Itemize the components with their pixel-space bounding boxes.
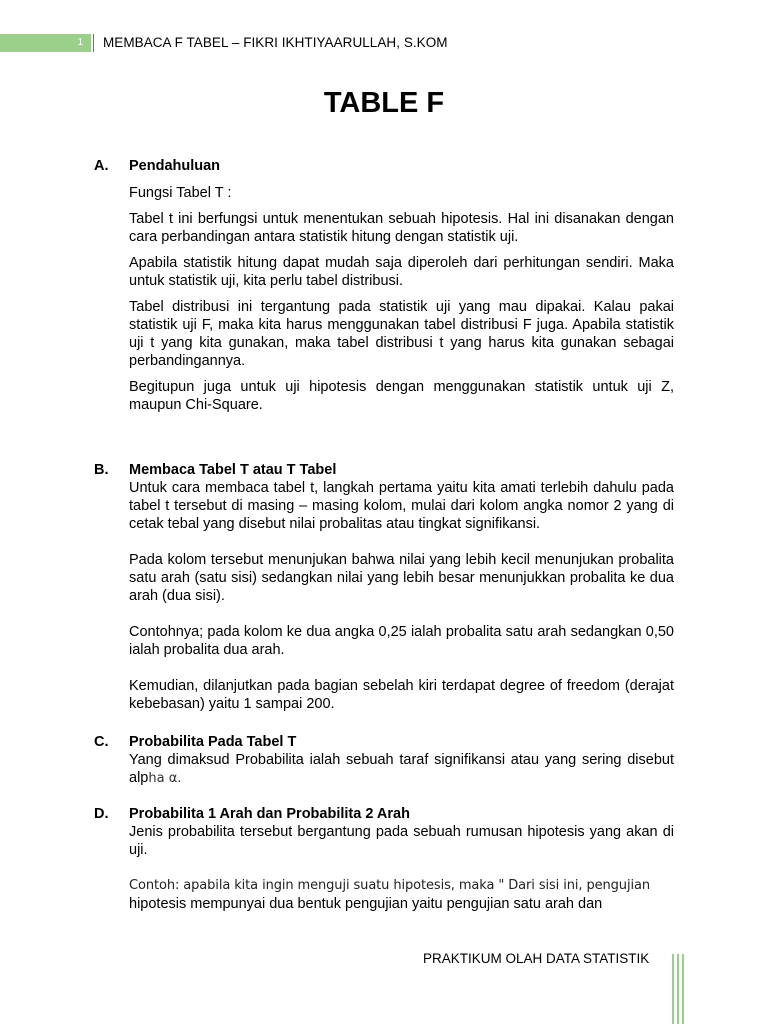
section-c-paragraph bbox=[129, 751, 674, 788]
section-d-heading: Probabilita 1 Arah dan Probabilita 2 Arah bbox=[129, 806, 410, 822]
page-number: 1 bbox=[77, 37, 83, 48]
section-d-letter: D. bbox=[94, 806, 109, 822]
section-b-paragraph: Kemudian, dilanjutkan pada bagian sebelah kiri terdapat degree of freedom (derajat kebebasan) yaitu 1 sampai 200. bbox=[129, 678, 674, 712]
section-a-letter: A. bbox=[94, 158, 109, 174]
section-a-paragraph: Apabila statistik hitung dapat mudah saja diperoleh dari perhitungan sendiri. Maka untuk statistik uji, kita perlu tabel distribusi. bbox=[129, 255, 674, 289]
section-b-letter: B. bbox=[94, 462, 109, 478]
section-a-paragraph: Tabel t ini berfungsi untuk menentukan sebuah hipotesis. Hal ini disanakan dengan cara perbandingan antara statistik hitung dengan statistik uji. bbox=[129, 211, 674, 245]
section-b-heading: Membaca Tabel T atau T Tabel bbox=[129, 462, 337, 478]
section-b-paragraph: Pada kolom tersebut menunjukan bahwa nilai yang lebih kecil menunjukan probalita satu arah (satu sisi) sedangkan nilai yang lebih besar menunjukkan probalita ke dua arah (dua sisi). bbox=[129, 552, 674, 604]
section-b-paragraph: Contohnya; pada kolom ke dua angka 0,25 ialah probalita satu arah sedangkan 0,50 ialah probalita dua arah. bbox=[129, 624, 674, 658]
section-d-paragraph: Jenis probabilita tersebut bergantung pada sebuah rumusan hipotesis yang akan di uji. bbox=[129, 824, 674, 858]
section-c-heading: Probabilita Pada Tabel T bbox=[129, 734, 297, 750]
section-d-body bbox=[129, 805, 674, 913]
header-divider bbox=[93, 34, 94, 52]
section-c-body bbox=[129, 733, 674, 788]
section-d-example-line: Contoh: apabila kita ingin menguji suatu hipotesis, maka " Dari sisi ini, pengujian bbox=[129, 878, 650, 893]
section-a-body bbox=[129, 157, 674, 414]
section-c-alpha: ha α. bbox=[148, 771, 182, 786]
section-a-paragraph: Fungsi Tabel T : bbox=[129, 185, 232, 201]
footer-title: PRAKTIKUM OLAH DATA STATISTIK bbox=[423, 951, 650, 966]
section-b-paragraph: Untuk cara membaca tabel t, langkah pertama yaitu kita amati terlebih dahulu pada tabel t tersebut di masing – masing kolom, mulai dari kolom angka nomor 2 yang di cetak tebal yang disebut nilai probalitas atau tingkat signifikansi. bbox=[129, 480, 674, 532]
section-c-letter: C. bbox=[94, 734, 109, 750]
page-number-box bbox=[0, 34, 91, 52]
footer-decorative-lines bbox=[672, 954, 686, 1024]
section-a-paragraph: Begitupun juga untuk uji hipotesis dengan menggunakan statistik untuk uji Z, maupun Chi-Square. bbox=[129, 379, 674, 413]
header-title: MEMBACA F TABEL – FIKRI IKHTIYAARULLAH, S.KOM bbox=[103, 35, 448, 50]
section-b-body bbox=[129, 461, 674, 713]
section-a-paragraph: Tabel distribusi ini tergantung pada statistik uji yang mau dipakai. Kalau pakai statistik uji F, maka kita harus menggunakan tabel distribusi F juga. Apabila statistik uji t yang kita gunakan, maka tabel distribusi t yang harus kita gunakan sebagai perbandingannya. bbox=[129, 299, 674, 369]
section-a-heading: Pendahuluan bbox=[129, 158, 221, 174]
document-title: TABLE F bbox=[323, 87, 445, 119]
page-header bbox=[0, 34, 768, 52]
section-c-text: Yang dimaksud Probabilita ialah sebuah taraf signifikansi atau yang sering disebut alp bbox=[129, 752, 674, 786]
section-d-last-line: hipotesis mempunyai dua bentuk pengujian yaitu pengujian satu arah dan bbox=[129, 896, 603, 912]
